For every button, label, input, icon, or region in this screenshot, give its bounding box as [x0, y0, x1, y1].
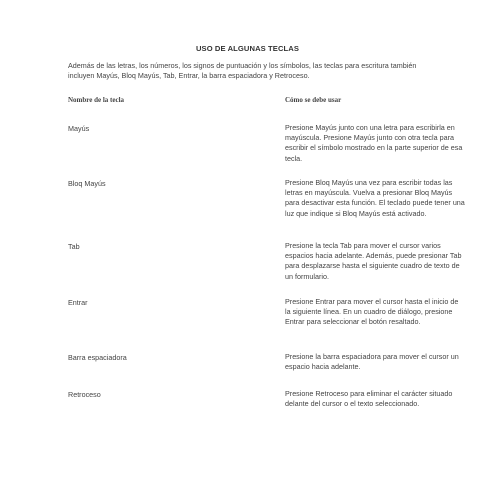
- table-row-description: Presione Bloq Mayús una vez para escribir todas las letras en mayúscula. Vuelva a presionar Bloq Mayús para desactivar esta función. El teclado puede tener una luz que indique si Bloq Mayús está activado.: [285, 178, 465, 218]
- table-row-description: Presione Entrar para mover el cursor hasta el inicio de la siguiente línea. En un cuadro de diálogo, presione Entrar para seleccionar el botón resaltado.: [285, 297, 459, 327]
- table-row-description: Presione la tecla Tab para mover el cursor varios espacios hacia adelante. Además, puede presionar Tab para desplazarse hasta el siguiente cuadro de texto de un formulario.: [285, 241, 462, 281]
- column-header-key-name: Nombre de la tecla: [68, 96, 125, 104]
- column-header-usage: Cómo se debe usar: [285, 96, 342, 104]
- table-row-key: Barra espaciadora: [68, 353, 127, 362]
- table-row-description: Presione Mayús junto con una letra para escribirla en mayúscula. Presione Mayús junto con otra tecla para escribir el símbolo mostrado en la parte superior de esa tecla.: [285, 123, 463, 163]
- table-row-key: Tab: [68, 242, 80, 251]
- table-row-description: Presione la barra espaciadora para mover el cursor un espacio hacia adelante.: [285, 352, 459, 372]
- table-row-key: Entrar: [68, 298, 88, 307]
- table-row-key: Bloq Mayús: [68, 179, 106, 188]
- document-title: USO DE ALGUNAS TECLAS: [195, 44, 300, 53]
- table-row-key: Mayús: [68, 124, 90, 133]
- intro-paragraph: Además de las letras, los números, los signos de puntuación y los símbolos, las teclas para escritura también incluyen Mayús, Bloq Mayús, Tab, Entrar, la barra espaciadora y Retroceso.: [68, 61, 417, 80]
- table-row-description: Presione Retroceso para eliminar el carácter situado delante del cursor o el texto seleccionado.: [285, 389, 453, 409]
- table-row-key: Retroceso: [68, 390, 101, 399]
